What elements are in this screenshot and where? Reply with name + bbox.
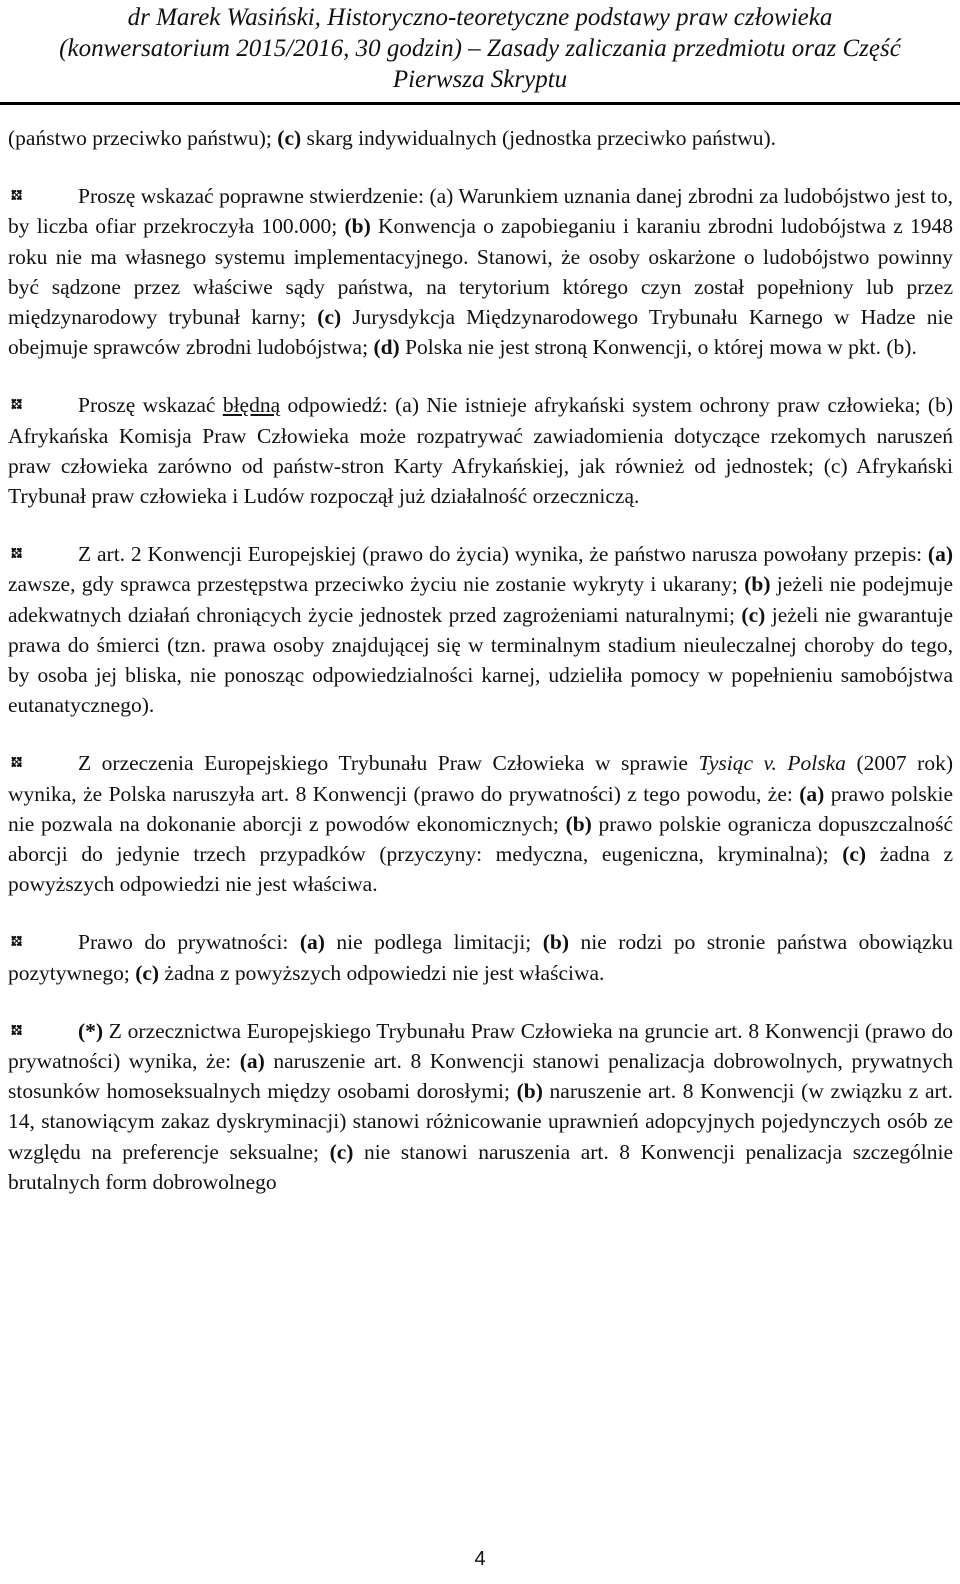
paragraph-text: nie rodzi po stronie państwa obowiązku pozytywnego;	[8, 930, 954, 985]
question-paragraph	[8, 123, 953, 153]
paragraph-text: Z art. 2 Konwencji Europejskiej (prawo do życia) wynika, że państwo narusza powołany przepis:	[78, 542, 928, 567]
paragraph-text: Proszę wskazać	[78, 393, 223, 418]
question-paragraph	[3, 927, 954, 987]
paragraph-text: Z orzeczenia Europejskiego Trybunału Praw Człowieka w sprawie	[78, 751, 699, 776]
paragraph-text: (b)	[565, 811, 592, 836]
question-paragraph	[3, 181, 953, 362]
paragraph-text: (państwo przeciwko państwu);	[8, 126, 278, 150]
paragraph-text: (a)	[239, 1049, 265, 1074]
paragraph-text: nie podlega limitacji;	[324, 930, 543, 955]
paragraph-text: Polska nie jest stroną Konwencji, o której mowa w pkt. (b).	[399, 335, 917, 360]
paragraph-text: (c)	[842, 842, 867, 867]
paragraph-text: jeżeli nie gwarantuje prawa do śmierci (tzn. prawa osoby znajdującej się w terminalnym stadium nieuleczalnej choroby do tego, by osoba jej bliska, nie ponosząc odpowiedzialności karnej, udzieliła pomocy w popełnieniu samobójstwa eutanatycznego).	[8, 602, 953, 718]
question-paragraph	[3, 1016, 954, 1197]
paragraph-text: zawsze, gdy sprawca przestępstwa przeciwko życiu nie zostanie wykryty i ukarany;	[8, 572, 745, 597]
header-line-3: Pierwsza Skryptu	[392, 66, 568, 93]
paragraph-text: prawo polskie ogranicza dopuszczalność aborcji do jedynie trzech przypadków (przyczyny: medyczna, eugeniczna, kryminalna);	[8, 811, 953, 867]
paragraph-text: skarg indywidualnych (jednostka przeciwko państwu).	[301, 126, 777, 150]
paragraph-text: (c)	[277, 126, 302, 150]
paragraph-text: naruszenie art. 8 Konwencji (w związku z art. 14, stanowiącym zakaz dyskryminacji) stanowi różnicowanie uprawnień adopcyjnych pojedynczych osób ze względu na preferencje seksualne;	[8, 1079, 954, 1164]
paragraph-text: (b)	[344, 214, 371, 239]
paragraph-text: naruszenie art. 8 Konwencji stanowi penalizacja dobrowolnych, prywatnych stosunków homoseksualnych między osobami dorosłymi;	[8, 1049, 953, 1104]
paragraph-text: Proszę wskazać poprawne stwierdzenie: (a) Warunkiem uznania danej zbrodni za ludobójstwo jest to, by liczba ofiar przekroczyła 100.000;	[8, 184, 953, 239]
diamond-bullet-icon: ✥	[3, 183, 29, 209]
diamond-bullet-icon: ✥	[3, 1017, 29, 1044]
paragraph-text: (c)	[329, 1139, 354, 1164]
paragraph-text: (b)	[542, 930, 570, 955]
page-number: 4	[474, 1548, 486, 1570]
diamond-bullet-icon: ✥	[3, 541, 29, 567]
paragraph-text: (b)	[516, 1079, 543, 1104]
paragraph-text: (a)	[927, 542, 953, 567]
document-body	[3, 123, 954, 1225]
paragraph-text: (a)	[799, 781, 825, 806]
paragraph-text: Konwencja o zapobieganiu i karaniu zbrodni ludobójstwa z 1948 roku nie ma własnego systemu implementacyjnego. Stanowi, że osoby oskarżone o ludobójstwo powinny być sądzone przez właściwe sądy państwa, na terytorium którego czyn został popełniony lub przez międzynarodowy trybunał karny;	[8, 214, 953, 330]
paragraph-text: (a)	[299, 930, 325, 955]
diamond-bullet-icon: ✥	[3, 392, 29, 418]
question-paragraph	[3, 748, 954, 899]
question-paragraph	[3, 390, 953, 511]
paragraph-text: Jurysdykcja Międzynarodowego Trybunału Karnego w Hadze nie obejmuje sprawców zbrodni ludobójstwa;	[8, 305, 953, 360]
question-paragraph	[3, 539, 953, 720]
paragraph-text: żadna z powyższych odpowiedzi nie jest właściwa.	[159, 960, 605, 985]
paragraph-text: żadna z powyższych odpowiedzi nie jest właściwa.	[8, 842, 954, 897]
header-divider	[0, 102, 960, 105]
paragraph-text: (b)	[744, 572, 771, 597]
paragraph-text: (c)	[317, 305, 342, 330]
paragraph-text: (c)	[741, 602, 766, 627]
paragraph-text: (2007 rok) wynika, że Polska naruszyła art. 8 Konwencji (prawo do prywatności) z tego powodu, że:	[8, 751, 953, 806]
paragraph-text: Z orzecznictwa Europejskiego Trybunału Praw Człowieka na gruncie art. 8 Konwencji (prawo do prywatności) wynika, że:	[8, 1018, 953, 1074]
paragraph-text: błędną	[222, 393, 281, 418]
paragraph-text: (d)	[373, 335, 400, 360]
paragraph-text: odpowiedź: (a) Nie istnieje afrykański system ochrony praw człowieka; (b) Afrykańska Komisja Praw Człowieka może rozpatrywać zawiadomienia dotyczące rzekomych naruszeń praw człowieka zarówno od państw-stron Karty Afrykańskiej, jak również od jednostek; (c) Afrykański Trybunał praw człowieka i Ludów rozpoczął już działalność orzeczniczą.	[8, 393, 953, 509]
paragraph-text: Tysiąc v. Polska	[698, 751, 846, 776]
diamond-bullet-icon: ✥	[3, 929, 29, 955]
diamond-bullet-icon: ✥	[3, 750, 29, 776]
paragraph-text: nie stanowi naruszenia art. 8 Konwencji penalizacja szczególnie brutalnych form dobrowolnego	[8, 1139, 953, 1194]
paragraph-text: (c)	[135, 960, 160, 985]
paragraph-text: prawo polskie nie pozwala na dokonanie aborcji z powodów ekonomicznych;	[8, 781, 953, 836]
page-header	[0, 0, 960, 102]
paragraph-text: jeżeli nie podejmuje adekwatnych działań chroniących życie jednostek przed zagrożeniami naturalnymi;	[8, 572, 953, 627]
header-line-1: dr Marek Wasiński, Historyczno-teoretyczne podstawy praw człowieka	[127, 4, 833, 31]
paragraph-text: Prawo do prywatności:	[78, 930, 300, 955]
paragraph-text: (*)	[78, 1018, 104, 1043]
header-line-2: (konwersatorium 2015/2016, 30 godzin) – Zasady zaliczania przedmiotu oraz Część	[59, 35, 901, 62]
